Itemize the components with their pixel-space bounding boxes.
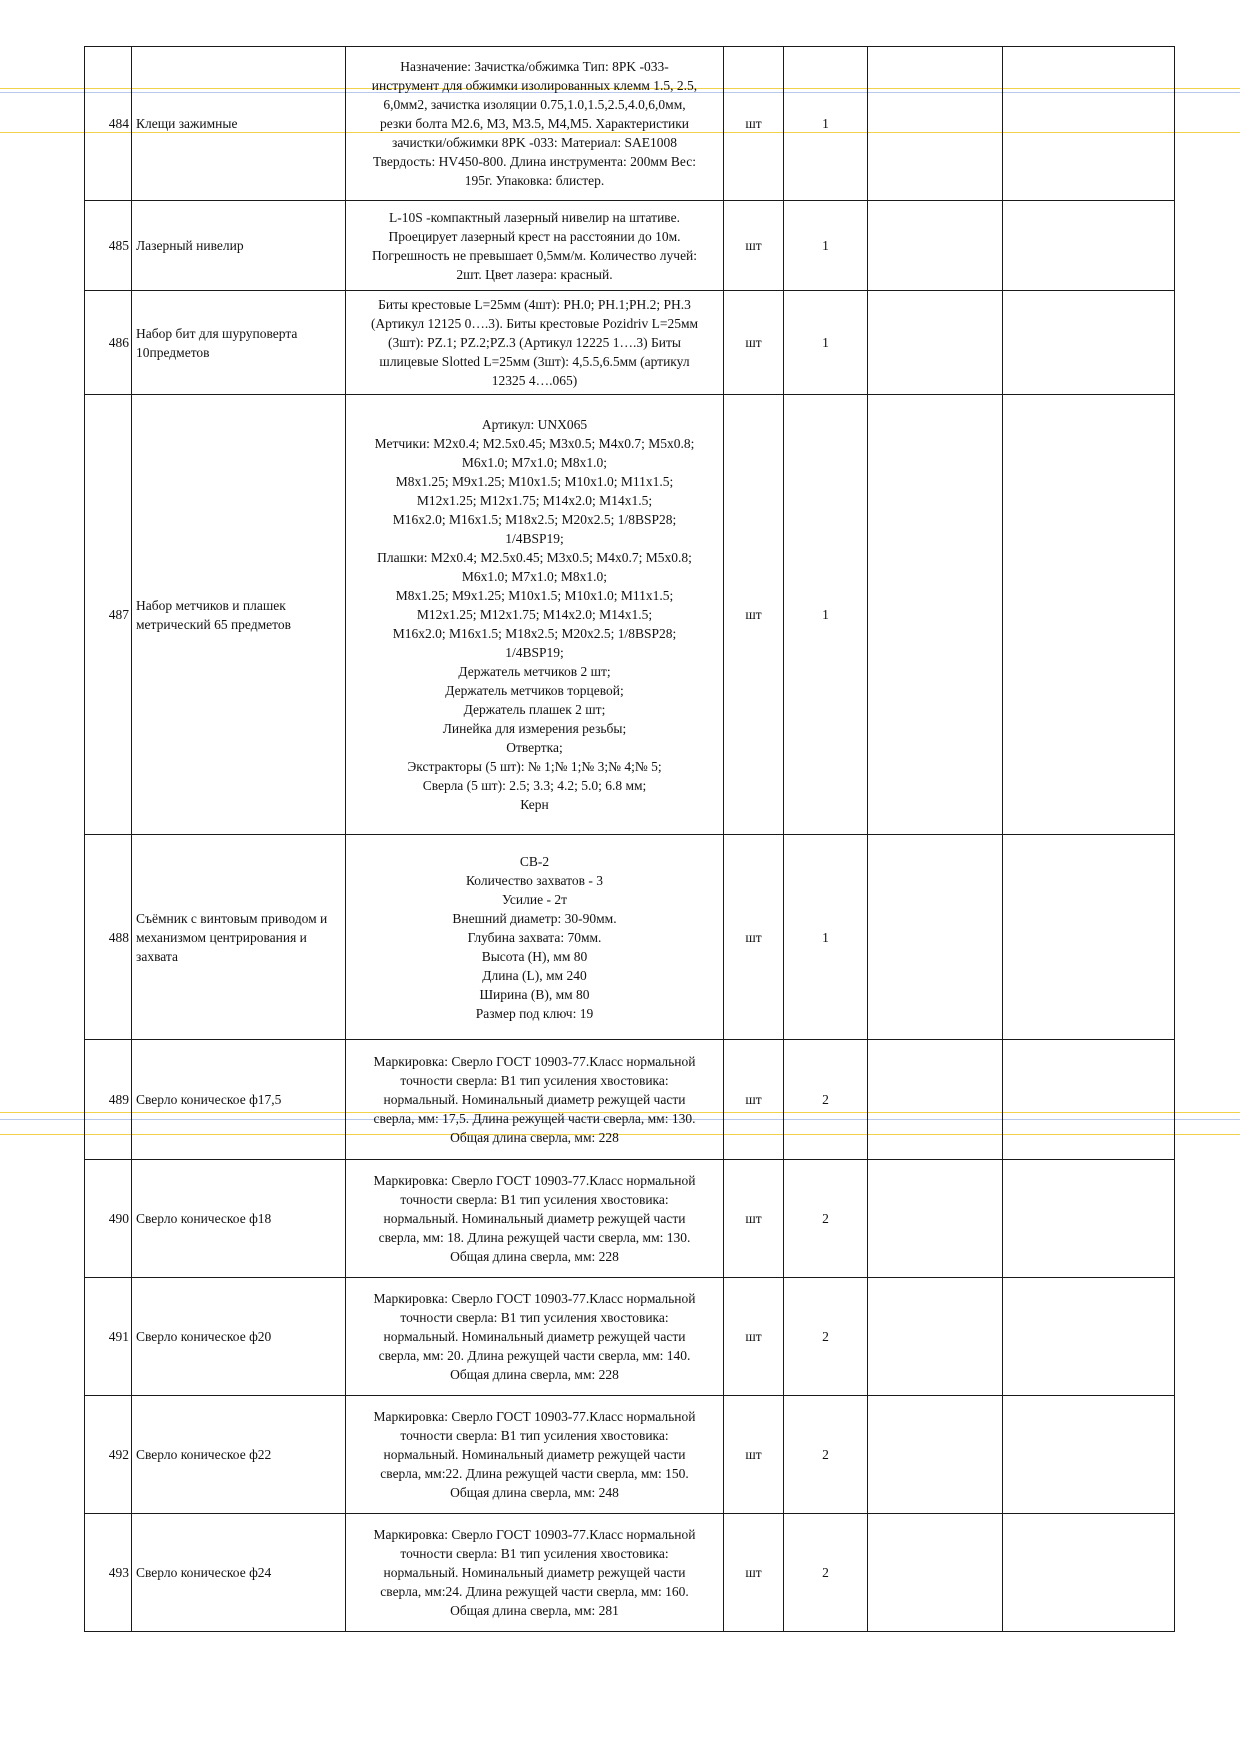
description-line: Проецирует лазерный крест на расстоянии до 10м. [388, 228, 681, 244]
description-line: Общая длина сверла, мм: 228 [450, 1249, 619, 1264]
description-line: точности сверла: В1 тип усиления хвостовика: [400, 1073, 669, 1088]
description-line: нормальный. Номинальный диаметр режущей части [383, 1092, 686, 1107]
description-line: сверла, мм:24. Длина режущей части сверла, мм: 160. [380, 1584, 689, 1599]
description-line: точности сверла: В1 тип усиления хвостовика: [400, 1428, 669, 1443]
description-line: Назначение: Зачистка/обжимка Тип: 8PK -033- [400, 59, 669, 74]
empty-cell [868, 835, 1003, 1040]
description-line: зачистки/обжимки 8PK -033: Материал: SAE1008 [391, 135, 677, 150]
empty-cell [1003, 395, 1175, 835]
description-line: Держатель метчиков 2 шт; [458, 664, 611, 679]
row-number: 488 [85, 835, 132, 1040]
quantity: 2 [784, 1514, 868, 1632]
description-line: Маркировка: Сверло ГОСТ 10903-77.Класс нормальной [373, 1054, 696, 1069]
item-description [346, 1278, 724, 1396]
row-number: 485 [85, 201, 132, 291]
unit-of-measure: шт [724, 201, 784, 291]
description-line: Высота (H), мм 80 [481, 948, 588, 964]
unit-of-measure: шт [724, 835, 784, 1040]
empty-cell [1003, 1278, 1175, 1396]
row-number: 489 [85, 1040, 132, 1160]
row-number: 492 [85, 1396, 132, 1514]
description-line: Количество захватов - 3 [465, 872, 604, 888]
row-number: 490 [85, 1160, 132, 1278]
description-line: 2шт. Цвет лазера: красный. [456, 266, 613, 282]
description-line: Общая длина сверла, мм: 228 [450, 1367, 619, 1382]
quantity: 2 [784, 1396, 868, 1514]
empty-cell [868, 201, 1003, 291]
item-name: Лазерный нивелир [132, 201, 346, 291]
row-number: 493 [85, 1514, 132, 1632]
description-line: Усилие - 2т [501, 891, 567, 907]
description-line: резки болта М2.6, М3, М3.5, М4,М5. Характеристики [379, 116, 690, 131]
item-name: Клещи зажимные [132, 47, 346, 201]
description-line: Держатель плашек 2 шт; [463, 702, 606, 717]
description-line: М16x2.0; М16x1.5; М18x2.5; М20x2.5; 1/8BSP28; [392, 626, 677, 641]
table-row [85, 1040, 1175, 1160]
description-line: Внешний диаметр: 30-90мм. [452, 910, 617, 926]
description-line: сверла, мм: 17,5. Длина режущей части сверла, мм: 130. [373, 1111, 696, 1126]
empty-cell [1003, 1514, 1175, 1632]
description-line: Держатель метчиков торцевой; [445, 683, 624, 698]
item-description [346, 395, 724, 835]
description-line: М12x1.25; М12x1.75; М14x2.0; М14x1.5; [416, 607, 653, 622]
item-name: Сверло коническое ф24 [132, 1514, 346, 1632]
item-description [346, 291, 724, 395]
description-line: нормальный. Номинальный диаметр режущей части [383, 1211, 686, 1226]
row-number: 487 [85, 395, 132, 835]
unit-of-measure: шт [724, 47, 784, 201]
specification-table [84, 46, 1175, 1632]
description-line: 12325 4….065) [491, 373, 578, 388]
empty-cell [1003, 1160, 1175, 1278]
table-row [85, 201, 1175, 291]
description-line: Твердость: HV450-800. Длина инструмента: 200мм Вес: [373, 154, 696, 169]
empty-cell [1003, 1040, 1175, 1160]
item-description [346, 1160, 724, 1278]
description-line: Маркировка: Сверло ГОСТ 10903-77.Класс нормальной [373, 1527, 696, 1542]
quantity: 1 [784, 201, 868, 291]
description-line: Общая длина сверла, мм: 228 [450, 1130, 619, 1145]
description-line: Керн [520, 797, 549, 812]
description-line: Артикул: UNX065 [481, 417, 588, 432]
row-number: 491 [85, 1278, 132, 1396]
empty-cell [1003, 47, 1175, 201]
description-line: сверла, мм: 18. Длина режущей части сверла, мм: 130. [378, 1230, 691, 1245]
unit-of-measure: шт [724, 1514, 784, 1632]
description-line: М8x1.25; М9x1.25; М10x1.5; М10x1.0; М11x1.5; [395, 474, 674, 489]
table-row [85, 835, 1175, 1040]
item-description [346, 1396, 724, 1514]
description-line: точности сверла: В1 тип усиления хвостовика: [400, 1310, 669, 1325]
description-line: Маркировка: Сверло ГОСТ 10903-77.Класс нормальной [373, 1409, 696, 1424]
empty-cell [868, 1040, 1003, 1160]
item-name: Набор метчиков и плашек метрический 65 предметов [132, 395, 346, 835]
item-description [346, 1514, 724, 1632]
table-row [85, 1160, 1175, 1278]
description-line: М12x1.25; М12x1.75; М14x2.0; М14x1.5; [416, 493, 653, 508]
description-line: 6,0мм2, зачистка изоляции 0.75,1.0,1.5,2.5,4.0,6,0мм, [383, 97, 686, 112]
description-line: Длина (L), мм 240 [482, 967, 587, 983]
description-line: Метчики: М2x0.4; М2.5x0.45; М3x0.5; М4x0.7; М5x0.8; [374, 436, 695, 451]
item-name: Набор бит для шуруповерта 10предметов [132, 291, 346, 395]
description-line: точности сверла: В1 тип усиления хвостовика: [400, 1546, 669, 1561]
item-description [346, 201, 724, 291]
item-name: Сверло коническое ф20 [132, 1278, 346, 1396]
description-line: Отвертка; [506, 740, 563, 755]
item-description [346, 47, 724, 201]
description-line: Общая длина сверла, мм: 281 [450, 1603, 619, 1618]
item-description [346, 835, 724, 1040]
description-line: Маркировка: Сверло ГОСТ 10903-77.Класс нормальной [373, 1173, 696, 1188]
quantity: 1 [784, 395, 868, 835]
description-line: (Артикул 12125 0….3). Биты крестовые Pozidriv L=25мм [370, 316, 699, 331]
empty-cell [1003, 835, 1175, 1040]
unit-of-measure: шт [724, 395, 784, 835]
table-body [85, 47, 1175, 1632]
item-name: Съёмник с винтовым приводом и механизмом центрирования и захвата [132, 835, 346, 1040]
empty-cell [868, 291, 1003, 395]
description-line: М16x2.0; М16x1.5; М18x2.5; М20x2.5; 1/8BSP28; [392, 512, 677, 527]
quantity: 2 [784, 1160, 868, 1278]
description-line: Глубина захвата: 70мм. [467, 929, 602, 945]
empty-cell [1003, 201, 1175, 291]
empty-cell [868, 1278, 1003, 1396]
unit-of-measure: шт [724, 291, 784, 395]
table-row [85, 395, 1175, 835]
unit-of-measure: шт [724, 1396, 784, 1514]
empty-cell [1003, 1396, 1175, 1514]
description-line: Сверла (5 шт): 2.5; 3.3; 4.2; 5.0; 6.8 мм; [422, 778, 647, 793]
description-line: L-10S -компактный лазерный нивелир на штативе. [389, 209, 680, 225]
item-name: Сверло коническое ф18 [132, 1160, 346, 1278]
description-line: CB-2 [519, 853, 550, 869]
description-line: точности сверла: В1 тип усиления хвостовика: [400, 1192, 669, 1207]
empty-cell [868, 1160, 1003, 1278]
description-line: 195г. Упаковка: блистер. [464, 173, 605, 188]
description-line: Общая длина сверла, мм: 248 [450, 1485, 619, 1500]
description-line: нормальный. Номинальный диаметр режущей части [383, 1565, 686, 1580]
description-line: М8x1.25; М9x1.25; М10x1.5; М10x1.0; М11x1.5; [395, 588, 674, 603]
item-name: Сверло коническое ф17,5 [132, 1040, 346, 1160]
description-line: Линейка для измерения резьбы; [442, 721, 627, 736]
empty-cell [868, 1396, 1003, 1514]
description-line: инструмент для обжимки изолированных клемм 1.5, 2.5, [371, 78, 698, 93]
row-number: 484 [85, 47, 132, 201]
description-line: 1/4BSP19; [505, 531, 564, 546]
quantity: 1 [784, 835, 868, 1040]
empty-cell [868, 1514, 1003, 1632]
description-line: (3шт): PZ.1; PZ.2;PZ.3 (Артикул 12225 1….3) Биты [388, 335, 681, 350]
description-line: Маркировка: Сверло ГОСТ 10903-77.Класс нормальной [373, 1291, 696, 1306]
quantity: 2 [784, 1040, 868, 1160]
description-line: М6x1.0; М7x1.0; М8x1.0; [461, 455, 608, 470]
quantity: 1 [784, 291, 868, 395]
description-line: сверла, мм: 20. Длина режущей части сверла, мм: 140. [378, 1348, 691, 1363]
row-number: 486 [85, 291, 132, 395]
table-row [85, 291, 1175, 395]
unit-of-measure: шт [724, 1160, 784, 1278]
description-line: нормальный. Номинальный диаметр режущей части [383, 1447, 686, 1462]
description-line: Размер под ключ: 19 [475, 1005, 594, 1021]
quantity: 2 [784, 1278, 868, 1396]
empty-cell [868, 47, 1003, 201]
empty-cell [868, 395, 1003, 835]
table-row [85, 1396, 1175, 1514]
description-line: 1/4BSP19; [505, 645, 564, 660]
table-row [85, 1514, 1175, 1632]
unit-of-measure: шт [724, 1278, 784, 1396]
description-line: сверла, мм:22. Длина режущей части сверла, мм: 150. [380, 1466, 689, 1481]
unit-of-measure: шт [724, 1040, 784, 1160]
description-line: Ширина (B), мм 80 [479, 986, 590, 1002]
table-row [85, 1278, 1175, 1396]
description-line: Экстракторы (5 шт): № 1;№ 1;№ 3;№ 4;№ 5; [407, 759, 662, 774]
description-line: Погрешность не превышает 0,5мм/м. Количество лучей: [371, 247, 698, 263]
item-name: Сверло коническое ф22 [132, 1396, 346, 1514]
table-row [85, 47, 1175, 201]
description-line: шлицевые Slotted L=25мм (3шт): 4,5.5,6.5мм (артикул [379, 354, 690, 369]
item-description [346, 1040, 724, 1160]
description-line: Биты крестовые L=25мм (4шт): PH.0; PH.1;PH.2; PH.3 [378, 297, 691, 312]
description-line: М6x1.0; М7x1.0; М8x1.0; [461, 569, 608, 584]
description-line: нормальный. Номинальный диаметр режущей части [383, 1329, 686, 1344]
description-line: Плашки: М2x0.4; М2.5x0.45; М3x0.5; М4x0.7; М5x0.8; [377, 550, 692, 565]
empty-cell [1003, 291, 1175, 395]
quantity: 1 [784, 47, 868, 201]
